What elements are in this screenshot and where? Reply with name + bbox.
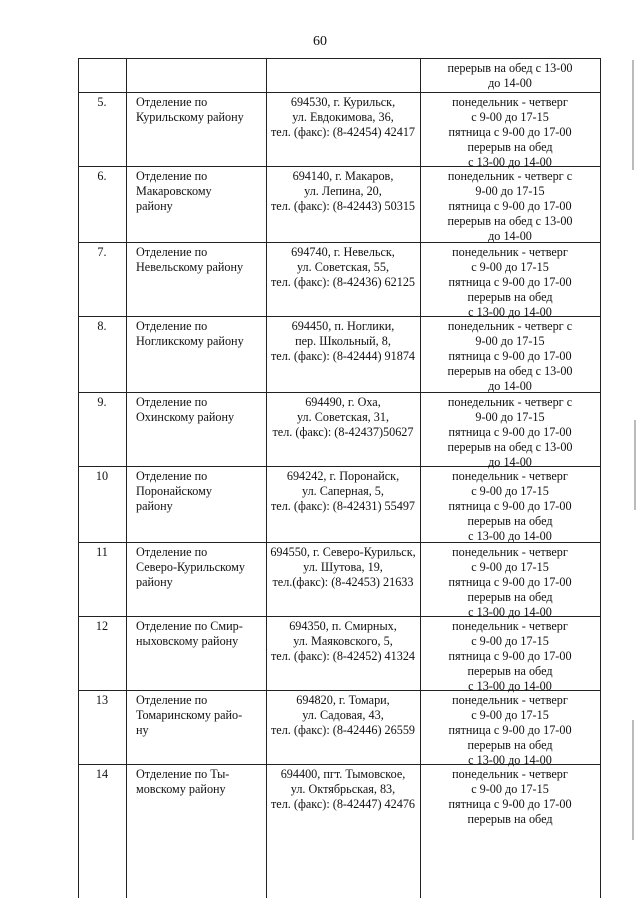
row-number-line: 7. xyxy=(97,245,107,259)
row-number xyxy=(80,545,124,560)
address-cell-line: тел. (факс): (8-42443) 50315 xyxy=(270,199,416,213)
hours-cell-line: 9-00 до 17-15 xyxy=(475,410,545,424)
address-cell-line: тел. (факс): (8-42452) 41324 xyxy=(270,649,416,663)
hours-cell-line: понедельник - четверг xyxy=(452,545,568,559)
hours-cell-line: с 9-00 до 17-15 xyxy=(471,782,549,796)
branch-name-line: Северо-Курильскому xyxy=(136,560,245,574)
address-cell-line: ул. Садовая, 43, xyxy=(302,708,384,722)
address-cell-line: ул. Октябрьская, 83, xyxy=(290,782,396,796)
hours-cell-line: с 9-00 до 17-15 xyxy=(471,484,549,498)
hours-cell-line: пятница с 9-00 до 17-00 xyxy=(448,349,572,363)
address-cell xyxy=(268,245,418,290)
row-number xyxy=(80,395,124,410)
hours-cell-line: перерыв на обед с 13-00 xyxy=(447,440,573,454)
hours-cell-line: пятница с 9-00 до 17-00 xyxy=(448,649,572,663)
hours-cell-line: понедельник - четверг xyxy=(452,469,568,483)
branch-name-line: Охинскому району xyxy=(136,410,235,424)
address-cell-line: ул. Шутова, 19, xyxy=(303,560,383,574)
address-cell-line: тел. (факс): (8-42444) 91874 xyxy=(270,349,416,363)
branch-name-line: Отделение по Ты- xyxy=(136,767,230,781)
branch-name-line: ну xyxy=(136,723,149,737)
address-cell-line: 694490, г. Оха, xyxy=(305,395,381,409)
row-number xyxy=(80,95,124,110)
hours-cell-line: 9-00 до 17-15 xyxy=(475,184,545,198)
address-cell-line: тел. (факс): (8-42447) 42476 xyxy=(270,797,416,811)
address-cell xyxy=(268,169,418,214)
hours-cell-line: 9-00 до 17-15 xyxy=(475,334,545,348)
row-number-line: 13 xyxy=(95,693,109,707)
row-number-line: 5. xyxy=(97,95,107,109)
branch-name-line: Поронайскому xyxy=(136,484,212,498)
hours-cell-line: понедельник - четверг с xyxy=(447,319,573,333)
branch-name-line: Невельскому району xyxy=(136,260,244,274)
hours-cell-line: перерыв на обед xyxy=(467,812,553,826)
hours-cell-line: понедельник - четверг xyxy=(452,619,568,633)
address-cell-line: 694550, г. Северо-Курильск, xyxy=(270,545,416,559)
hours-cell-line: пятница с 9-00 до 17-00 xyxy=(448,425,572,439)
hours-cell-line: до 14-00 xyxy=(488,76,532,90)
hours-cell-line: с 9-00 до 17-15 xyxy=(471,708,549,722)
branch-name-line: району xyxy=(136,199,173,213)
hours-cell-line: с 9-00 до 17-15 xyxy=(471,110,549,124)
address-cell-line: 694820, г. Томари, xyxy=(296,693,390,707)
row-number xyxy=(80,169,124,184)
address-cell-line: 694740, г. Невельск, xyxy=(291,245,395,259)
row-number-line: 8. xyxy=(97,319,107,333)
hours-cell xyxy=(422,693,598,768)
hours-cell-line: понедельник - четверг xyxy=(452,95,568,109)
hours-cell-line: с 13-00 до 14-00 xyxy=(468,529,552,543)
hours-cell-line: с 9-00 до 17-15 xyxy=(471,560,549,574)
branch-name xyxy=(136,319,264,349)
address-cell-line: ул. Евдокимова, 36, xyxy=(292,110,394,124)
branch-name-line: Отделение по xyxy=(136,395,208,409)
hours-cell-line: перерыв на обед xyxy=(467,290,553,304)
address-cell-line: 694242, г. Поронайск, xyxy=(286,469,400,483)
scan-edge-mark xyxy=(634,420,636,510)
branch-name-line: району xyxy=(136,499,173,513)
hours-cell-line: пятница с 9-00 до 17-00 xyxy=(448,575,572,589)
branch-name-line: Курильскому району xyxy=(136,110,244,124)
branch-name-line: Отделение по xyxy=(136,319,208,333)
hours-cell-line: перерыв на обед с 13-00 xyxy=(447,364,573,378)
address-cell xyxy=(268,767,418,812)
row-number xyxy=(80,619,124,634)
address-cell xyxy=(268,619,418,664)
address-cell xyxy=(268,95,418,140)
branch-name-line: Отделение по xyxy=(136,693,208,707)
address-cell-line: тел. (факс): (8-42454) 42417 xyxy=(270,125,416,139)
hours-cell-line: перерыв на обед с 13-00 xyxy=(447,61,573,75)
row-number-line: 9. xyxy=(97,395,107,409)
table-row-divider xyxy=(78,58,600,59)
branch-name xyxy=(136,619,264,649)
branch-name-line: Отделение по xyxy=(136,245,208,259)
hours-cell-line: пятница с 9-00 до 17-00 xyxy=(448,499,572,513)
hours-cell-line: перерыв на обед xyxy=(467,514,553,528)
branch-name xyxy=(136,169,264,214)
row-number xyxy=(80,767,124,782)
branch-name-line: Отделение по xyxy=(136,95,208,109)
hours-cell-line: пятница с 9-00 до 17-00 xyxy=(448,199,572,213)
address-cell-line: ул. Саперная, 5, xyxy=(302,484,384,498)
branch-name xyxy=(136,693,264,738)
hours-cell-line: понедельник - четверг с xyxy=(447,169,573,183)
address-cell-line: ул. Советская, 31, xyxy=(296,410,389,424)
hours-cell-line: до 14-00 xyxy=(488,229,532,243)
address-cell-line: 694350, п. Смирных, xyxy=(289,619,397,633)
branch-name-line: Отделение по xyxy=(136,469,208,483)
page-number: 60 xyxy=(313,34,327,49)
table-column-divider xyxy=(78,58,79,898)
hours-cell-line: до 14-00 xyxy=(488,379,532,393)
branch-name xyxy=(136,767,264,797)
hours-cell-line: с 9-00 до 17-15 xyxy=(471,634,549,648)
branch-name-line: мовскому району xyxy=(136,782,226,796)
branch-name xyxy=(136,469,264,514)
branch-name-line: Макаровскому xyxy=(136,184,212,198)
hours-cell xyxy=(422,469,598,544)
address-cell xyxy=(268,545,418,590)
hours-cell xyxy=(422,319,598,394)
hours-cell-line: перерыв на обед с 13-00 xyxy=(447,214,573,228)
hours-cell-line: перерыв на обед xyxy=(467,140,553,154)
address-cell-line: ул. Советская, 55, xyxy=(296,260,389,274)
hours-cell xyxy=(422,169,598,244)
address-cell-line: ул. Маяковского, 5, xyxy=(293,634,393,648)
table-column-divider xyxy=(266,58,267,898)
hours-cell-line: с 13-00 до 14-00 xyxy=(468,305,552,319)
row-number-line: 11 xyxy=(96,545,108,559)
table-column-divider xyxy=(126,58,127,898)
row-number-line: 14 xyxy=(95,767,109,781)
hours-cell xyxy=(422,61,598,91)
branch-name-line: Отделение по xyxy=(136,545,208,559)
hours-cell-line: с 13-00 до 14-00 xyxy=(468,679,552,693)
row-number-line: 12 xyxy=(95,619,109,633)
address-cell-line: 694400, пгт. Тымовское, xyxy=(280,767,406,781)
hours-cell-line: понедельник - четверг xyxy=(452,245,568,259)
address-cell-line: тел. (факс): (8-42437)50627 xyxy=(272,425,414,439)
address-cell-line: 694530, г. Курильск, xyxy=(290,95,396,109)
hours-cell xyxy=(422,245,598,320)
hours-cell xyxy=(422,767,598,827)
hours-cell-line: понедельник - четверг xyxy=(452,767,568,781)
hours-cell-line: до 14-00 xyxy=(488,455,532,469)
address-cell xyxy=(268,395,418,440)
address-cell-line: тел. (факс): (8-42431) 55497 xyxy=(270,499,416,513)
address-cell-line: тел.(факс): (8-42453) 21633 xyxy=(272,575,414,589)
scan-edge-mark xyxy=(632,720,634,840)
row-number xyxy=(80,693,124,708)
hours-cell-line: перерыв на обед xyxy=(467,590,553,604)
table-column-divider xyxy=(420,58,421,898)
row-number-line: 6. xyxy=(97,169,107,183)
branch-name xyxy=(136,245,264,275)
hours-cell-line: понедельник - четверг xyxy=(452,693,568,707)
address-cell-line: 694450, п. Ноглики, xyxy=(291,319,395,333)
table-row-divider xyxy=(78,92,600,93)
branch-name-line: Отделение по Смир- xyxy=(136,619,243,633)
hours-cell-line: пятница с 9-00 до 17-00 xyxy=(448,723,572,737)
branch-name xyxy=(136,545,264,590)
hours-cell-line: пятница с 9-00 до 17-00 xyxy=(448,275,572,289)
address-cell-line: тел. (факс): (8-42436) 62125 xyxy=(270,275,416,289)
scan-edge-mark xyxy=(632,60,634,170)
branch-name-line: Ногликскому району xyxy=(136,334,244,348)
row-number xyxy=(80,319,124,334)
address-cell-line: пер. Школьный, 8, xyxy=(295,334,391,348)
hours-cell xyxy=(422,619,598,694)
table-column-divider xyxy=(600,58,601,898)
address-cell xyxy=(268,469,418,514)
address-cell-line: ул. Лепина, 20, xyxy=(304,184,382,198)
branch-name-line: ныховскому району xyxy=(136,634,239,648)
hours-cell-line: с 13-00 до 14-00 xyxy=(468,605,552,619)
row-number xyxy=(80,469,124,484)
hours-cell-line: пятница с 9-00 до 17-00 xyxy=(448,797,572,811)
hours-cell-line: понедельник - четверг с xyxy=(447,395,573,409)
hours-cell-line: перерыв на обед xyxy=(467,664,553,678)
row-number xyxy=(80,245,124,260)
hours-cell xyxy=(422,545,598,620)
branch-name-line: Отделение по xyxy=(136,169,208,183)
hours-cell-line: пятница с 9-00 до 17-00 xyxy=(448,125,572,139)
hours-cell-line: с 9-00 до 17-15 xyxy=(471,260,549,274)
address-cell xyxy=(268,693,418,738)
branch-name-line: Томаринскому райо- xyxy=(136,708,243,722)
address-cell xyxy=(268,319,418,364)
address-cell-line: 694140, г. Макаров, xyxy=(292,169,394,183)
hours-cell xyxy=(422,395,598,470)
row-number-line: 10 xyxy=(95,469,109,483)
branch-offices-table xyxy=(78,58,600,898)
address-cell-line: тел. (факс): (8-42446) 26559 xyxy=(270,723,416,737)
branch-name xyxy=(136,95,264,125)
hours-cell-line: с 13-00 до 14-00 xyxy=(468,753,552,767)
branch-name xyxy=(136,395,264,425)
hours-cell xyxy=(422,95,598,170)
branch-name-line: району xyxy=(136,575,173,589)
hours-cell-line: с 13-00 до 14-00 xyxy=(468,155,552,169)
hours-cell-line: перерыв на обед xyxy=(467,738,553,752)
